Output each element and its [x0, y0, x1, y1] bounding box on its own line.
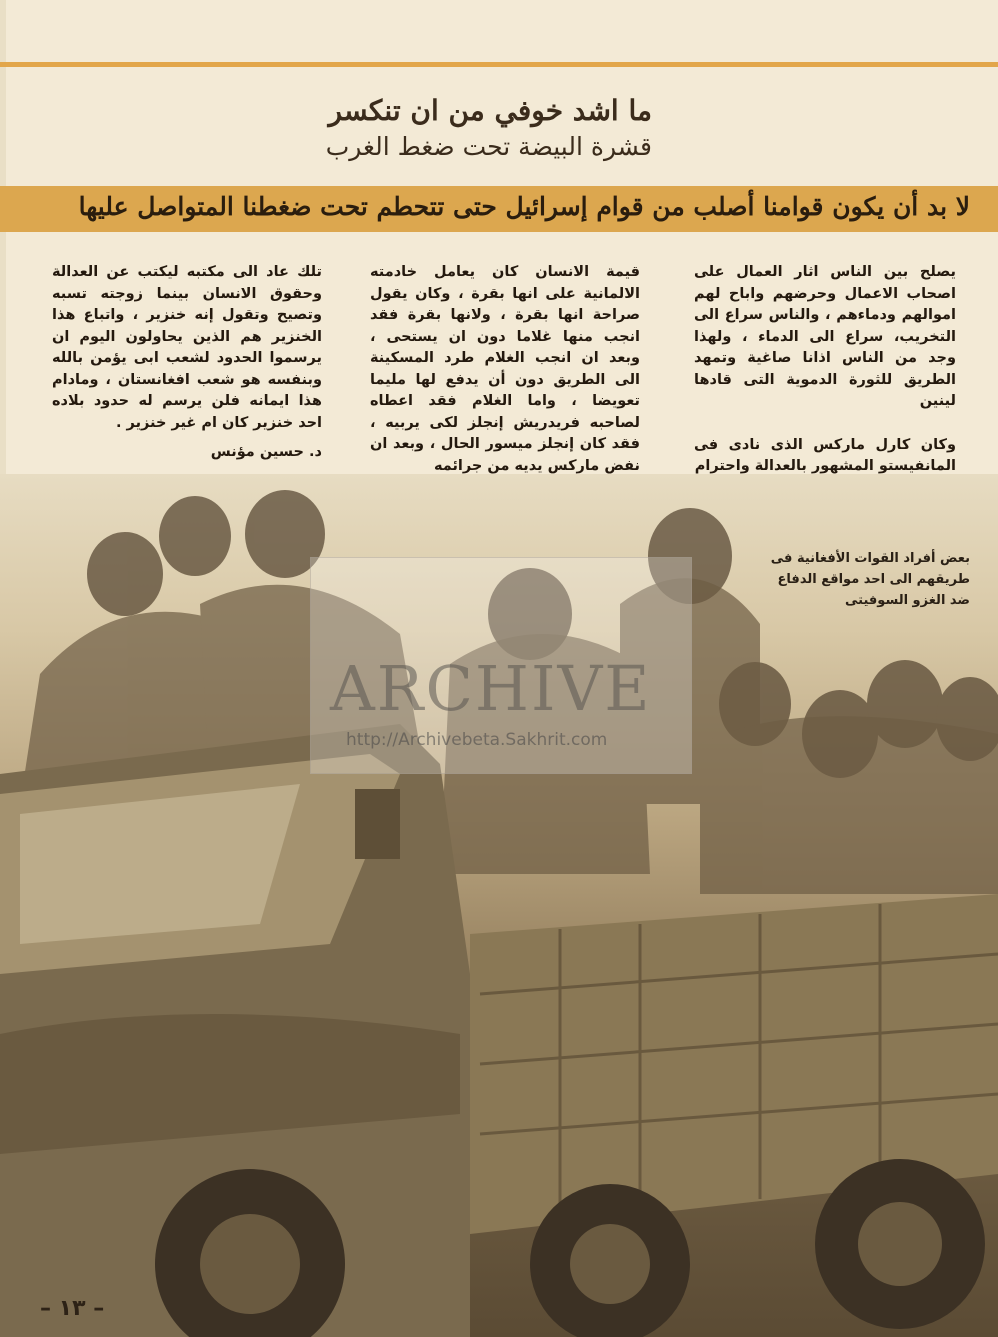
article-title: [300, 92, 652, 164]
photo-caption: بعض أفراد القوات الأفغانية فى طريقهم الى احد مواقع الدفاع ضد الغزو السوفيتى: [770, 551, 970, 608]
page-number: – ١٣ –: [40, 1296, 105, 1321]
text-column-left: [52, 262, 322, 464]
text-column-middle: [370, 262, 640, 499]
banner-text: لا بد أن يكون قوامنا أصلب من قوام إسرائيل حتى تتحطم تحت ضغطنا المتواصل عليها: [78, 192, 970, 221]
paragraph: تلك عاد الى مكتبه ليكتب عن العدالة وحقوق الانسان بينما زوجته تسبه وتصيح وتقول إنه خنزير ، واتباع هذا الخنزير هم الذين يحاولون اليوم ان يرسموا الحدود لشعب ابى يؤمن بالله وبنفسه هو شعب افغانستان ، ومادام هذا ايمانه فلن يرسم له حدود بلاده احد خنزير كان ام غير خنزير .: [52, 264, 322, 431]
paragraph: وكان كارل ماركس الذى نادى فى المانفيستو المشهور بالعدالة واحترام: [694, 436, 956, 474]
text-column-right: [694, 262, 956, 500]
headline-banner: [0, 186, 998, 232]
title-line-1: ما اشد خوفي من ان تنكسر: [328, 94, 652, 127]
watermark-url: http://Archivebeta.Sakhrit.com: [346, 730, 608, 750]
author-byline: د. حسين مؤنس: [210, 444, 322, 460]
top-rule: [0, 62, 998, 67]
title-line-2: قشرة البيضة تحت ضغط الغرب: [325, 132, 652, 161]
watermark-text: ARCHIVE: [330, 652, 652, 725]
paragraph: قيمة الانسان كان يعامل خادمته الالمانية على انها بقرة ، وكان يقول صراحة انها بقرة ، ولانها بقرة فقد انجب منها غلاما دون ان يستحى ، وبعد ان انجب الغلام طرد المسكينة الى الطريق دون أن يدفع لها مليما تعويضا ، واما الغلام فقد اعطاه لصاحبه فريدريش إنجلز لكى يربيه ، فقد كان إنجلز ميسور الحال ، وبعد ان نفض ماركس يديه من جرائمه: [370, 264, 640, 474]
paragraph: يصلح بين الناس اثار العمال على اصحاب الاعمال وحرضهم واباح لهم اموالهم ودماءهم ، والناس سراع الى التخريب، سراع الى الدماء ، ولهذا وجد من الناس اذانا صاغية وتمهد الطريق للثورة الدموية التى قادها لينين: [694, 264, 956, 409]
